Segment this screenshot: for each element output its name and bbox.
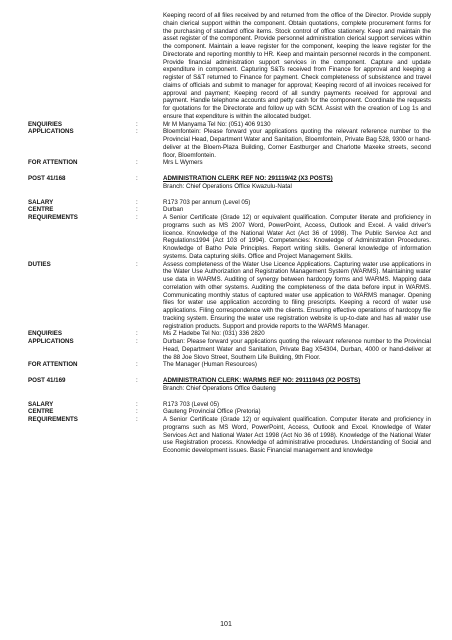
salary-value: R173 703 per annum (Level 05): [163, 198, 251, 206]
duties-continuation: Keeping record of all files received by and returned from the office of the Director. Provide supply chain clerical support within the component. Obtain quotations, complete procurement forms for the purchasing of standard office items. Stock control of office stationery. Keep and maintain the asset register of the component. Provide personnel administration clerical support services within the component. Maintain a leave register for the component, keeping the leave register for the Directorate and reporting monthly to HR. Keep and maintain personnel records in the component. Provide financial administration support services in the component. Capture and update expenditure in component. Capturing S&Ts received from Finance for approval and keeping a register of S&T returned to Finance for payment. Check completeness of subsistence and travel claims of officials and submit to manager for approval; Keeping record of all invoices received for approval and payment; Keeping record of all sundry payments received for approval and payment. Handle telephone accounts and petty cash for the component. Coordinate the requests for quotations for the Directorate and follow up with SCM. Assist with the creation of Log 1s and ensure that expenditure is within the allocated budget.: [163, 12, 431, 120]
colon: :: [136, 206, 138, 214]
duties-value: Assess completeness of the Water Use Licence Applications. Capturing water use applications in the Water Use Authorization and Registration Management System (WARMS). Maintaining water use data in WARMS. Auditing of synergy between hardcopy forms and WARMS. Mapping data correlation with other systems. Auditing the completeness of the data before input in WARMS. Communicating monthly status of captured water use application to WARMS manager. Opening files for water use application according to filing prescripts. Keeping a record of water use applications. Filing correspondence with the clients. Ensuring effective operations of hardcopy file tracking system. Ensuring the water use registration website is up-to-date and has all water use registration products. Support and provide reports to the WARMS Manager.: [163, 260, 431, 330]
attention-row: [28, 159, 428, 167]
salary-row: [28, 199, 428, 207]
centre-value: Durban: [163, 206, 184, 214]
centre-label: CENTRE: [28, 206, 54, 214]
centre-row: [28, 206, 428, 214]
salary-label: SALARY: [28, 198, 54, 206]
requirements-row: [28, 214, 431, 261]
requirements-value: A Senior Certificate (Grade 12) or equivalent qualification. Computer literate and proficiency in programs such as MS 2007 Word, PowerPoint, Access, Outlook and Excel. A valid driver's licence. Knowledge of the National Water Act (Act 36 of 1998). The Public Service Act and Regulations1994 (Act 103 of 1994). Competencies: Knowledge of Administration Procedures. Knowledge of Batho Pele Principles. Report writing skills. General knowledge of information systems. Data capturing skills. Office and Project Management Skills.: [163, 214, 431, 260]
page-number: 101: [220, 621, 232, 628]
enquiries-label: ENQUIRIES: [28, 330, 63, 338]
salary-value: R173 703 (Level 05): [163, 400, 220, 408]
post-168-title: ADMINISTRATION CLERK REF NO: 291119/42 (X3 POSTS): [163, 175, 333, 182]
colon: :: [136, 330, 138, 338]
applications-label: APPLICATIONS: [28, 338, 74, 345]
colon: :: [136, 260, 138, 268]
enquiries-row: [28, 330, 428, 338]
enquiries-value: Ms Z Hadebe Tel No: (031) 336 2820: [163, 330, 265, 338]
post-169-title: ADMINISTRATION CLERK: WARMS REF NO: 291119/43 (X2 POSTS): [163, 377, 361, 384]
colon: :: [136, 159, 138, 167]
enquiries-row: [28, 121, 428, 129]
requirements-row: [28, 416, 431, 455]
document-page: [28, 12, 431, 455]
duties-label: DUTIES: [28, 260, 51, 268]
salary-label: SALARY: [28, 400, 54, 408]
colon: :: [136, 377, 138, 384]
colon: :: [136, 214, 138, 221]
requirements-label: REQUIREMENTS: [28, 416, 78, 423]
colon: :: [136, 175, 138, 182]
attention-label: FOR ATTENTION: [28, 159, 78, 167]
applications-value: Durban: Please forward your applications quoting the relevant reference number to the Provincial Head, Department Water and Sanitation, Private Bag X54304, Durban, 4000 or hand-deliver at the 88 Joe Slovo Street, Southern Life Building, 9th Floor.: [163, 338, 431, 361]
requirements-label: REQUIREMENTS: [28, 214, 78, 221]
colon: :: [136, 120, 138, 128]
attention-label: FOR ATTENTION: [28, 361, 78, 369]
post-168-number: POST 41/168: [28, 175, 66, 182]
post-169-header: [28, 377, 428, 393]
applications-row: [28, 338, 431, 361]
applications-label: APPLICATIONS: [28, 128, 74, 136]
attention-value: The Manager (Human Resources): [163, 361, 257, 369]
salary-row: [28, 401, 428, 409]
enquiries-value: Mr M Manyama Tel No: (051) 406 9130: [163, 120, 271, 128]
attention-row: [28, 361, 428, 369]
applications-row: [28, 128, 431, 159]
colon: :: [136, 400, 138, 408]
colon: :: [136, 416, 138, 423]
colon: :: [136, 408, 138, 416]
applications-value: Bloemfontein: Please forward your applications quoting the relevant reference number to the Provincial Head, Department Water and Sanitation, Bloemfontein, Private Bag 528, 9300 or hand-deliver at the Bloem-Plaza Building, Corner Eastburger and Charlotte Maxeke streets, second floor, Bloemfontein.: [163, 128, 431, 159]
enquiries-label: ENQUIRIES: [28, 120, 63, 128]
colon: :: [136, 128, 138, 136]
post-169-number: POST 41/169: [28, 377, 66, 384]
colon: :: [136, 338, 138, 345]
centre-row: [28, 408, 428, 416]
post-168-header: [28, 175, 428, 191]
centre-value: Gauteng Provincial Office (Pretoria): [163, 408, 261, 416]
post-169-branch: Branch: Chief Operations Office Gauteng: [163, 384, 276, 392]
centre-label: CENTRE: [28, 408, 54, 416]
colon: :: [136, 361, 138, 369]
requirements-value: A Senior Certificate (Grade 12) or equivalent qualification. Computer literate and proficiency in programs such as MS Word, PowerPoint, Access, Outlook and Excel. Knowledge of Water Services Act and National Water Act 1998 (Act No 36 of 1998). Knowledge of the National Water use Registration process. Knowledge of administrative procedures. Understanding of Social and Economic development issues. Basic Financial management and knowledge: [163, 416, 431, 454]
post-168-branch: Branch: Chief Operations Office Kwazulu-Natal: [163, 182, 292, 190]
colon: :: [136, 198, 138, 206]
attention-value: Mrs L Wymers: [163, 159, 203, 167]
duties-row: [28, 260, 431, 331]
